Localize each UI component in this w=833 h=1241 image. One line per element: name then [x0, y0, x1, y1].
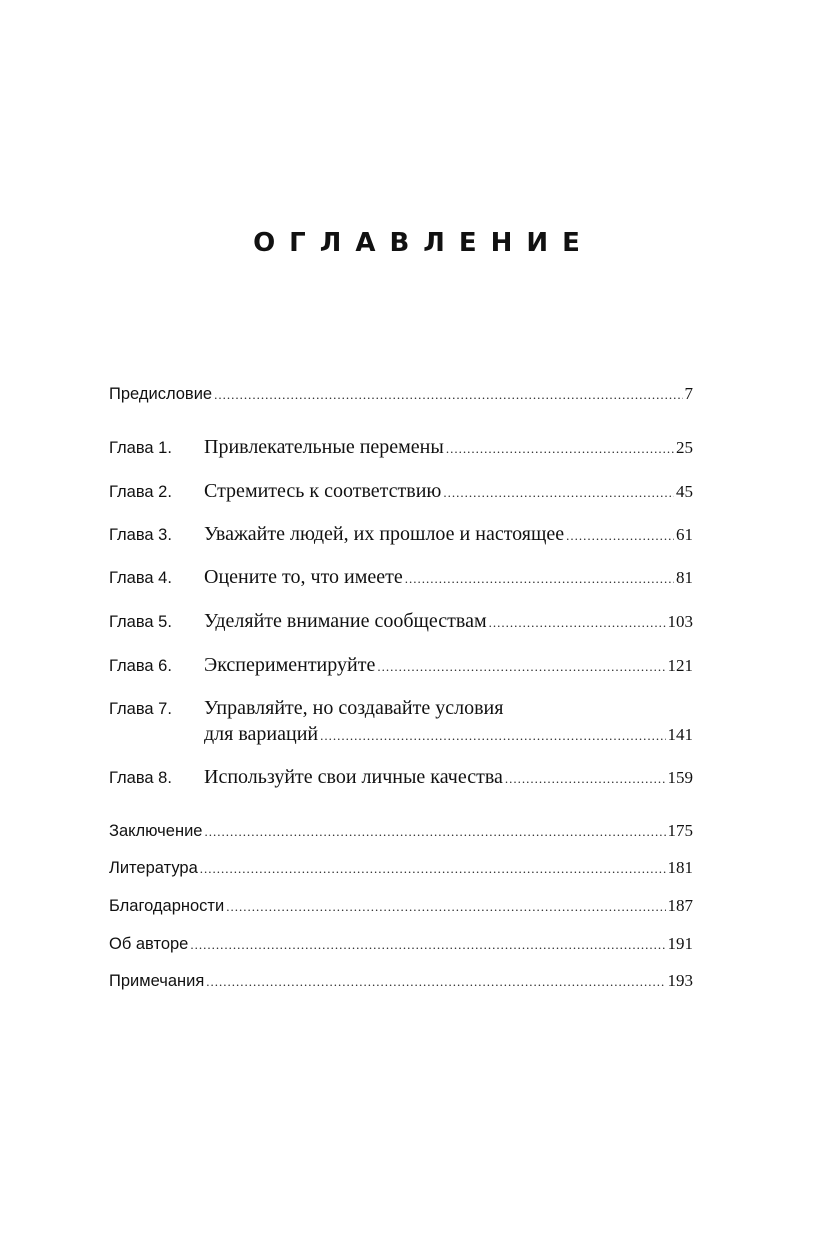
toc-entry-chapter-6[interactable]	[109, 654, 693, 677]
dot-leader	[204, 824, 665, 840]
toc-entry-notes[interactable]	[109, 971, 693, 991]
page-number: 25	[676, 438, 693, 457]
entry-label: Предисловие	[109, 385, 213, 403]
dot-leader	[200, 861, 666, 877]
chapter-number: Глава 4.	[109, 569, 172, 587]
dot-leader	[226, 899, 665, 915]
dot-leader	[377, 659, 665, 675]
page-number: 61	[676, 525, 693, 544]
entry-label: Заключение	[109, 822, 203, 840]
page-number: 193	[667, 971, 693, 990]
chapter-title: Управляйте, но создавайте условия	[204, 697, 504, 719]
page-number: 103	[667, 612, 693, 631]
page-number: 187	[667, 896, 693, 915]
dot-leader	[206, 974, 665, 990]
page-title: ОГЛАВЛЕНИЕ	[253, 228, 594, 258]
toc-entry-preface[interactable]	[109, 384, 693, 404]
toc-entry-literature[interactable]	[109, 858, 693, 878]
toc-entry-chapter-1[interactable]	[109, 436, 693, 459]
page-number: 121	[667, 656, 693, 675]
page-number: 45	[676, 482, 693, 501]
toc-entry-chapter-3[interactable]	[109, 523, 693, 546]
chapter-title: Оцените то, что имеете	[204, 566, 403, 588]
toc-entry-chapter-5[interactable]	[109, 610, 693, 633]
page-number: 181	[667, 858, 693, 877]
chapter-title: Уделяйте внимание сообществам	[204, 610, 487, 632]
chapter-number: Глава 3.	[109, 526, 172, 544]
page-number: 81	[676, 568, 693, 587]
toc-entry-about-author[interactable]	[109, 934, 693, 954]
page-number: 175	[667, 821, 693, 840]
chapter-number: Глава 2.	[109, 483, 172, 501]
dot-leader	[489, 615, 666, 631]
chapter-number: Глава 1.	[109, 439, 172, 457]
chapter-number: Глава 8.	[109, 769, 172, 787]
toc-entry-chapter-7[interactable]	[109, 697, 693, 746]
dot-leader	[443, 485, 674, 501]
chapter-title: Привлекательные перемены	[204, 436, 444, 458]
page-number: 159	[667, 768, 693, 787]
chapter-number: Глава 6.	[109, 657, 172, 675]
toc-entry-chapter-4[interactable]	[109, 566, 693, 589]
chapter-title-continuation: для вариаций	[204, 723, 319, 745]
chapter-title: Экспериментируйте	[204, 654, 376, 676]
entry-label: Литература	[109, 859, 198, 877]
dot-leader	[505, 771, 666, 787]
page-number: 7	[684, 384, 693, 403]
dot-leader	[405, 571, 674, 587]
dot-leader	[320, 728, 665, 744]
toc-entry-acknowledgements[interactable]	[109, 896, 693, 916]
toc-entry-conclusion[interactable]	[109, 821, 693, 841]
dot-leader	[190, 937, 665, 953]
chapter-title: Используйте свои личные качества	[204, 766, 503, 788]
chapter-number: Глава 7.	[109, 700, 172, 718]
chapter-number: Глава 5.	[109, 613, 172, 631]
dot-leader	[566, 528, 674, 544]
toc-entry-chapter-2[interactable]	[109, 480, 693, 503]
dot-leader	[214, 387, 682, 403]
page-number: 191	[667, 934, 693, 953]
chapter-title: Стремитесь к соответствию	[204, 480, 442, 502]
toc-entry-chapter-8[interactable]	[109, 766, 693, 789]
chapter-title: Уважайте людей, их прошлое и настоящее	[204, 523, 565, 545]
page-number: 141	[667, 725, 693, 744]
entry-label: Благодарности	[109, 897, 225, 915]
entry-label: Об авторе	[109, 935, 189, 953]
dot-leader	[446, 441, 674, 457]
entry-label: Примечания	[109, 972, 205, 990]
